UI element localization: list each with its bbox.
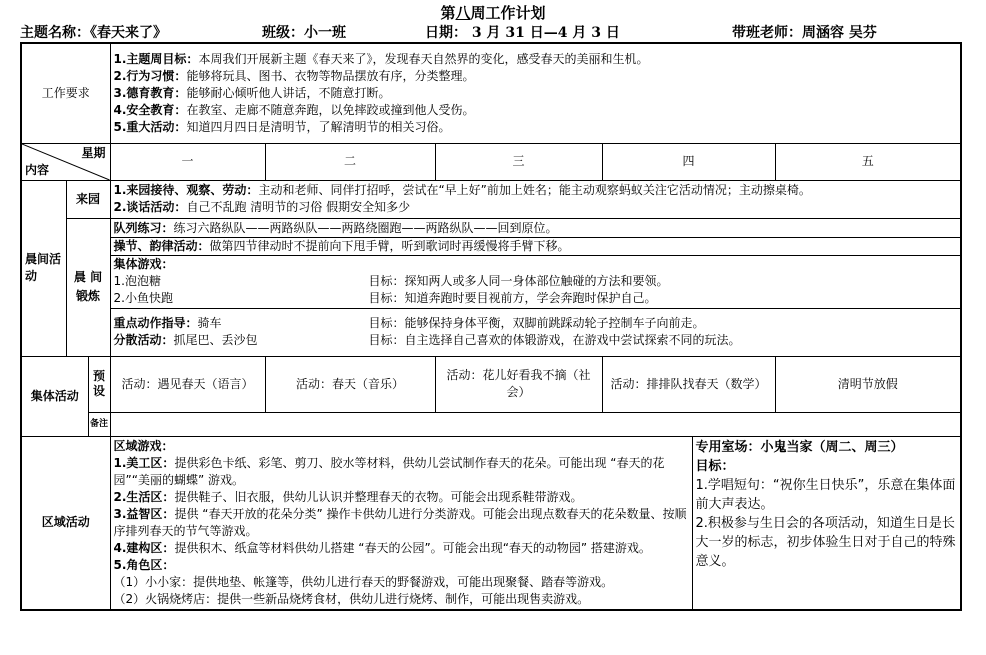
arrival-row bbox=[21, 180, 961, 218]
requirement-item: 4.安全教育：在教室、走廊不随意奔跑，以免摔跤或撞到他人受伤。 bbox=[113, 102, 475, 117]
arrival-content: 1.来园接待、观察、劳动：主动和老师、同伴打招呼，尝试在“早上好”前加上姓名；能主动观察蚂蚁关注它活动情况；主动擦桌椅。 2.谈话活动：自己不乱跑 清明节的习俗 假期安全知多少 bbox=[110, 180, 961, 218]
day-tuesday: 二 bbox=[265, 143, 435, 180]
day-wednesday: 三 bbox=[435, 143, 602, 180]
exercise-label: 晨 间锻炼 bbox=[66, 218, 110, 356]
morning-activity-label: 晨间活动 bbox=[21, 180, 66, 356]
requirements-content bbox=[110, 43, 961, 143]
note-label: 备注 bbox=[88, 412, 110, 436]
group-activity-wednesday: 活动：花儿好看我不摘（社会） bbox=[435, 356, 602, 412]
requirement-item: 2.行为习惯：能够将玩具、图书、衣物等物品摆放有序，分类整理。 bbox=[113, 68, 475, 83]
page-title: 第八周工作计划 bbox=[440, 4, 546, 22]
key-action-content: 重点动作指导：骑车 目标：能够保持身体平衡，双脚前跳踩动轮子控制车子向前走。 分散活动：抓尾巴、丢沙包 目标：自主选择自己喜欢的体锻游戏，在游戏中尝试探索不同的玩法。 bbox=[110, 308, 961, 356]
area-item: 3.益智区：提供 “春天开放的花朵分类” 操作卡供幼儿进行分类游戏。可能会出现点数春天的花朵数量、按顺序排列春天的节气等游戏。 bbox=[113, 506, 687, 538]
gym-practice: 操节、韵律活动：做第四节律动时不提前向下甩手臂，听到歌词时再缓慢将手臂下移。 bbox=[111, 237, 961, 255]
group-activity-label: 集体活动 bbox=[21, 356, 88, 436]
theme-name: 主题名称：《春天来了》 bbox=[20, 25, 167, 41]
key-action-row bbox=[21, 308, 961, 356]
area-item: 4.建构区：提供积木、纸盒等材料供幼儿搭建 “春天的公园”。可能会出现“春天的动物园” 搭建游戏。 bbox=[113, 540, 651, 555]
day-friday: 五 bbox=[775, 143, 961, 180]
class-name: 班级：小一班 bbox=[262, 25, 346, 41]
exercise-row bbox=[21, 218, 961, 308]
role-item: （2）火锅烧烤店：提供一些新品烧烤食材，供幼儿进行烧烤、制作，可能出现售卖游戏。 bbox=[113, 591, 590, 606]
weekly-plan-table bbox=[20, 42, 962, 611]
requirement-item: 5.重大活动：知道四月四日是清明节，了解清明节的相关习俗。 bbox=[113, 119, 451, 134]
area-activity-label: 区域活动 bbox=[21, 436, 110, 610]
area-activity-row bbox=[21, 436, 961, 610]
special-item: 2.积极参与生日会的各项活动，知道生日是长大一岁的标志，初步体验生日对于自己的特殊意义。 bbox=[695, 515, 956, 569]
requirement-item: 1.主题周目标：本周我们开展新主题《春天来了》，发现春天自然界的变化，感受春天的美丽和生机。 bbox=[113, 51, 649, 66]
note-content bbox=[110, 412, 961, 436]
group-activity-tuesday: 活动：春天（音乐） bbox=[265, 356, 435, 412]
day-monday: 一 bbox=[110, 143, 265, 180]
day-thursday: 四 bbox=[602, 143, 775, 180]
group-games: 集体游戏： 1.泡泡糖 目标：探知两人或多人同一身体部位触碰的方法和要领。 2.小鱼快跑 目标：知道奔跑时要目视前方，学会奔跑时保护自己。 bbox=[111, 255, 961, 307]
role-item: （1）小小家：提供地垫、帐篷等，供幼儿进行春天的野餐游戏，可能出现聚餐、踏春等游戏。 bbox=[113, 574, 614, 589]
area-item: 1.美工区：提供彩色卡纸、彩笔、剪刀、胶水等材料，供幼儿尝试制作春天的花朵。可能出现 “春天的花园”“美丽的蝴蝶” 游戏。 bbox=[113, 455, 665, 487]
group-activity-thursday: 活动：排排队找春天（数学） bbox=[602, 356, 775, 412]
date-range: 日期： 3 月 31 日—4 月 3 日 bbox=[425, 25, 620, 41]
requirements-label: 工作要求 bbox=[21, 43, 110, 143]
group-activity-friday: 清明节放假 bbox=[775, 356, 961, 412]
group-activity-monday: 活动：遇见春天（语言） bbox=[110, 356, 265, 412]
arrival-label: 来园 bbox=[66, 180, 110, 218]
area-games-content: 区域游戏： 1.美工区：提供彩色卡纸、彩笔、剪刀、胶水等材料，供幼儿尝试制作春天的花朵。可能出现 “春天的花园”“美丽的蝴蝶” 游戏。 2.生活区：提供鞋子、旧衣服，供幼儿认识并整理春天的衣物。可能会出现系鞋带游戏。 3.益智区：提供 “春天开放的花朵分类” 操作卡供幼儿进行分类游戏。可能会出现点数春天的花朵数量、按顺序排列春天的节气等游戏。 4.建构区：提供积木、纸盒等材料供幼儿搭建 “春天的公园”。可能会出现“春天的动物园” 搭建游戏。 5.角色区： （1）小小家：提供地垫、帐篷等，供幼儿进行春天的野餐游戏，可能出现聚餐、踏春等游戏。 （2）火锅烧烤店：提供一些新品烧烤食材，供幼儿进行烧烤、制作，可能出现售卖游戏。 bbox=[110, 436, 692, 610]
group-activity-row bbox=[21, 356, 961, 412]
queue-practice: 队列练习：练习六路纵队——两路纵队——两路绕圈跑——两路纵队——回到原位。 bbox=[113, 220, 558, 235]
area-item: 2.生活区：提供鞋子、旧衣服，供幼儿认识并整理春天的衣物。可能会出现系鞋带游戏。 bbox=[113, 489, 583, 504]
weekday-content-corner: 星期 内容 bbox=[21, 143, 110, 180]
preset-label: 预设 bbox=[88, 356, 110, 412]
note-row bbox=[21, 412, 961, 436]
teachers: 带班老师：周涵容 吴芬 bbox=[732, 25, 877, 41]
days-header-row bbox=[21, 143, 961, 180]
special-room-content: 专用室场：小鬼当家（周二、周三） 目标： 1.学唱短句：“祝你生日快乐”，乐意在集体面前大声表达。 2.积极参与生日会的各项活动，知道生日是长大一岁的标志，初步体验生日对于自己的特殊意义。 bbox=[692, 436, 961, 610]
requirement-item: 3.德育教育：能够耐心倾听他人讲话，不随意打断。 bbox=[113, 85, 391, 100]
requirements-row bbox=[21, 43, 961, 143]
special-item: 1.学唱短句：“祝你生日快乐”，乐意在集体面前大声表达。 bbox=[695, 477, 956, 512]
exercise-content bbox=[110, 218, 961, 308]
